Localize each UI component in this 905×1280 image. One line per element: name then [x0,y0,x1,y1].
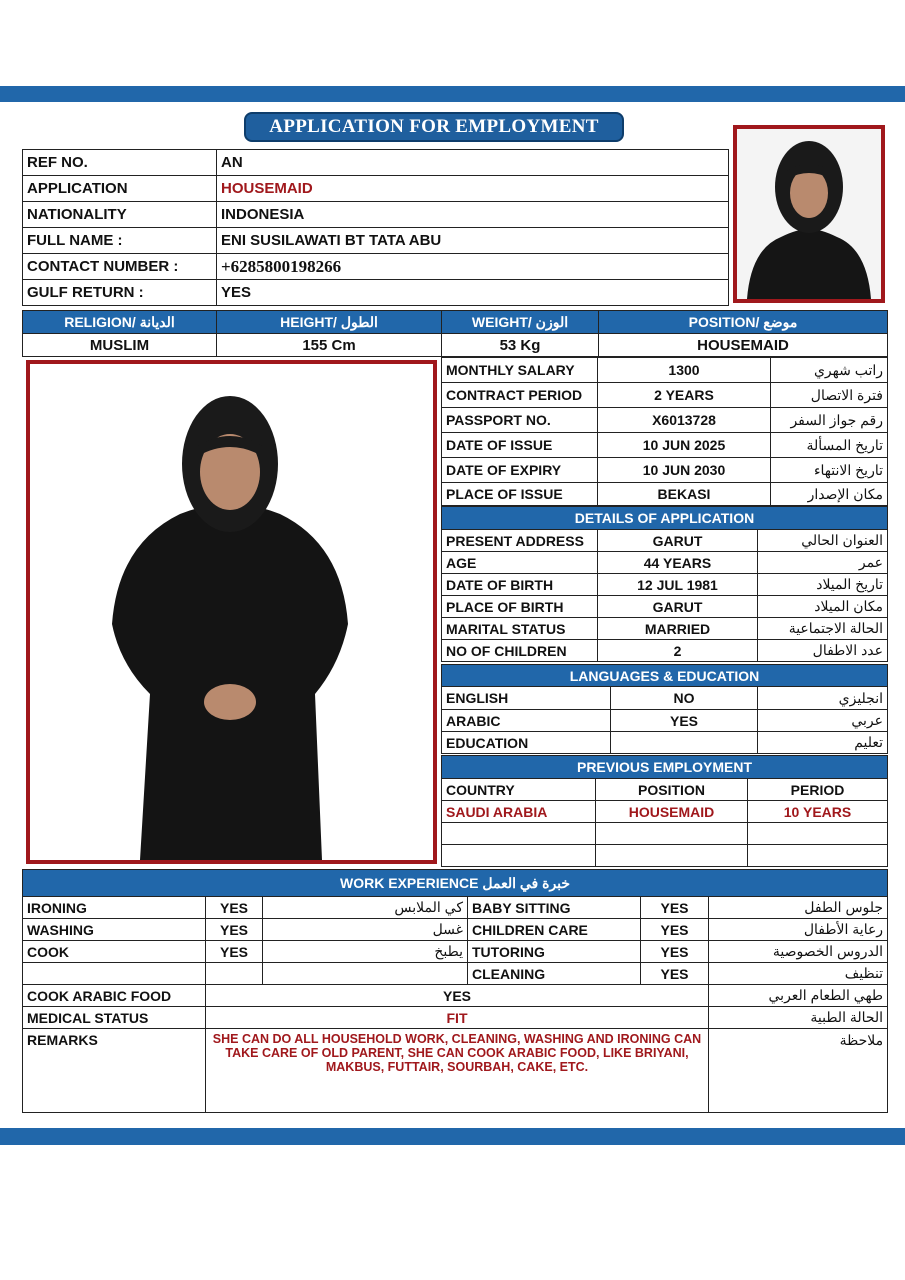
full-name-value: ENI SUSILAWATI BT TATA ABU [217,228,729,254]
application-value: HOUSEMAID [217,176,729,202]
tutoring-ar: الدروس الخصوصية [709,941,888,963]
tutoring-label: TUTORING [468,941,641,963]
work-empty-ar [263,963,468,985]
dob-label: DATE OF BIRTH [442,574,598,596]
prev-empty-cell [748,845,888,867]
contract-ar: فترة الاتصال [771,383,888,408]
baby-sitting-ar: جلوس الطفل [709,897,888,919]
page-title: APPLICATION FOR EMPLOYMENT [244,112,624,142]
issue-place-label: PLACE OF ISSUE [442,483,598,506]
position-header: POSITION/ موضع [599,311,888,334]
prev-country-value: SAUDI ARABIA [442,801,596,823]
salary-label: MONTHLY SALARY [442,358,598,383]
ironing-ar: كي الملابس [263,897,468,919]
contact-label: CONTACT NUMBER : [23,254,217,280]
prev-empty-cell [442,845,596,867]
prev-period-header: PERIOD [748,779,888,801]
age-ar: عمر [758,552,888,574]
marital-value: MARRIED [598,618,758,640]
prev-empty-cell [596,845,748,867]
medical-value: FIT [206,1007,709,1029]
arabic-value: YES [611,710,758,732]
prev-empty-cell [748,823,888,845]
education-value [611,732,758,754]
cook-ar: يطبخ [263,941,468,963]
cook-value: YES [206,941,263,963]
washing-value: YES [206,919,263,941]
gulf-return-label: GULF RETURN : [23,280,217,306]
details-table [441,506,888,662]
issue-date-ar: تاريخ المسألة [771,433,888,458]
arabic-label: ARABIC [442,710,611,732]
cleaning-ar: تنظيف [709,963,888,985]
ironing-label: IRONING [23,897,206,919]
baby-sitting-label: BABY SITTING [468,897,641,919]
languages-title: LANGUAGES & EDUCATION [442,665,888,687]
ref-value: AN [217,150,729,176]
religion-value: MUSLIM [23,334,217,357]
prev-country-header: COUNTRY [442,779,596,801]
work-experience-table [22,869,888,1113]
passport-no-ar: رقم جواز السفر [771,408,888,433]
children-care-value: YES [641,919,709,941]
pob-value: GARUT [598,596,758,618]
remarks-label: REMARKS [23,1029,206,1113]
salary-value: 1300 [598,358,771,383]
remarks-value: SHE CAN DO ALL HOUSEHOLD WORK, CLEANING, WASHING AND IRONING CAN TAKE CARE OF OLD PARENT, SHE CAN COOK ARABIC FOOD, LIKE BRIYANI, MAKBUS, FUTTAIR, SOURBAH, CAKE, ETC. [206,1029,709,1113]
children-ar: عدد الاطفال [758,640,888,662]
nationality-label: NATIONALITY [23,202,217,228]
top-band [0,86,905,102]
issue-date-value: 10 JUN 2025 [598,433,771,458]
contract-label: CONTRACT PERIOD [442,383,598,408]
full-name-label: FULL NAME : [23,228,217,254]
washing-ar: غسل [263,919,468,941]
top-info-table [22,149,729,306]
passport-table [441,357,888,506]
nationality-value: INDONESIA [217,202,729,228]
prev-empty-cell [442,823,596,845]
pob-label: PLACE OF BIRTH [442,596,598,618]
ironing-value: YES [206,897,263,919]
children-care-label: CHILDREN CARE [468,919,641,941]
expiry-date-ar: تاريخ الانتهاء [771,458,888,483]
marital-ar: الحالة الاجتماعية [758,618,888,640]
remarks-ar: ملاحظة [709,1029,888,1113]
prev-period-value: 10 YEARS [748,801,888,823]
marital-label: MARITAL STATUS [442,618,598,640]
cleaning-value: YES [641,963,709,985]
washing-label: WASHING [23,919,206,941]
cook-arabic-label: COOK ARABIC FOOD [23,985,206,1007]
english-label: ENGLISH [442,687,611,710]
person-full-icon [30,364,433,860]
education-ar: تعليم [758,732,888,754]
children-care-ar: رعاية الأطفال [709,919,888,941]
issue-place-value: BEKASI [598,483,771,506]
tutoring-value: YES [641,941,709,963]
dob-ar: تاريخ الميلاد [758,574,888,596]
weight-header: WEIGHT/ الوزن [442,311,599,334]
issue-date-label: DATE OF ISSUE [442,433,598,458]
previous-employment-table [441,755,888,867]
religion-header: RELIGION/ الديانة [23,311,217,334]
ref-label: REF NO. [23,150,217,176]
dob-value: 12 JUL 1981 [598,574,758,596]
contact-value: +6285800198266 [217,254,729,280]
work-title: WORK EXPERIENCE خبرة في العمل [23,870,888,897]
previous-title: PREVIOUS EMPLOYMENT [442,756,888,779]
height-header: HEIGHT/ الطول [217,311,442,334]
languages-table [441,664,888,754]
position-value: HOUSEMAID [599,334,888,357]
cook-arabic-ar: طهي الطعام العربي [709,985,888,1007]
address-label: PRESENT ADDRESS [442,530,598,552]
education-label: EDUCATION [442,732,611,754]
passport-no-value: X6013728 [598,408,771,433]
details-title: DETAILS OF APPLICATION [442,507,888,530]
salary-ar: راتب شهري [771,358,888,383]
weight-value: 53 Kg [442,334,599,357]
prev-position-header: POSITION [596,779,748,801]
passport-no-label: PASSPORT NO. [442,408,598,433]
age-value: 44 YEARS [598,552,758,574]
prev-empty-cell [596,823,748,845]
english-value: NO [611,687,758,710]
height-value: 155 Cm [217,334,442,357]
english-ar: انجليزي [758,687,888,710]
cleaning-label: CLEANING [468,963,641,985]
gulf-return-value: YES [217,280,729,306]
full-photo [26,360,437,864]
baby-sitting-value: YES [641,897,709,919]
application-label: APPLICATION [23,176,217,202]
medical-label: MEDICAL STATUS [23,1007,206,1029]
cook-label: COOK [23,941,206,963]
arabic-ar: عربي [758,710,888,732]
work-empty-value [206,963,263,985]
address-ar: العنوان الحالي [758,530,888,552]
age-label: AGE [442,552,598,574]
expiry-date-label: DATE OF EXPIRY [442,458,598,483]
summary-table [22,310,888,357]
bottom-band [0,1128,905,1145]
small-photo [733,125,885,303]
expiry-date-value: 10 JUN 2030 [598,458,771,483]
cook-arabic-value: YES [206,985,709,1007]
issue-place-ar: مكان الإصدار [771,483,888,506]
prev-position-value: HOUSEMAID [596,801,748,823]
contract-value: 2 YEARS [598,383,771,408]
medical-ar: الحالة الطبية [709,1007,888,1029]
address-value: GARUT [598,530,758,552]
person-icon [737,129,881,299]
children-value: 2 [598,640,758,662]
pob-ar: مكان الميلاد [758,596,888,618]
children-label: NO OF CHILDREN [442,640,598,662]
work-empty-label [23,963,206,985]
